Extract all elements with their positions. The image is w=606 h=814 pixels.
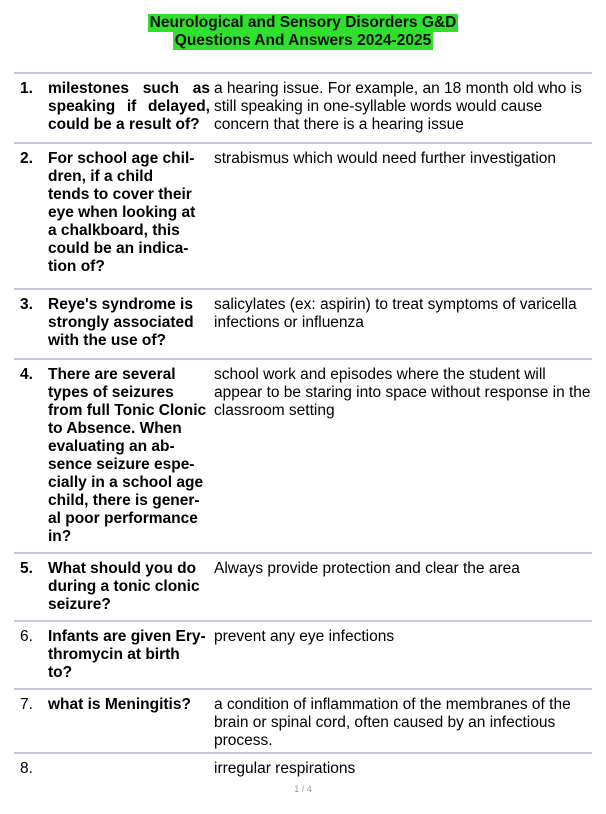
question-text: Infants are given Ery- thromycin at birth to? (48, 628, 206, 681)
question-text: What should you do during a tonic clonic seizure? (48, 560, 200, 613)
page-number: 1 / 4 (294, 784, 312, 794)
answer-text: a condition of inflammation of the membranes of the brain or spinal cord, often caused by an infectious process. (214, 696, 571, 749)
qa-list (14, 72, 592, 782)
qa-row (14, 288, 592, 358)
qa-row (14, 72, 592, 142)
qa-row (14, 620, 592, 688)
item-number: 8. (20, 760, 33, 777)
item-number: 2. (20, 150, 33, 167)
question-text: milestones such as speaking if delayed, could be a result of? (48, 80, 210, 133)
answer-text: salicylates (ex: aspirin) to treat symptoms of varicella infections or influenza (214, 296, 577, 331)
item-number: 5. (20, 560, 33, 577)
qa-row (14, 358, 592, 552)
question-text: what is Meningitis? (48, 696, 191, 713)
question-text: Reye's syndrome is strongly associated with the use of? (48, 296, 194, 349)
answer-text: a hearing issue. For example, an 18 month old who is still speaking in one-syllable words would cause concern that there is a hearing issue (214, 80, 582, 133)
qa-row (14, 688, 592, 752)
question-text: There are several types of seizures from full Tonic Clonic to Absence. When evaluating an ab- sence seizure espe- cially in a school age child, there is gener- al poor performance in? (48, 366, 207, 545)
item-number: 6. (20, 628, 33, 645)
title-line-2: Questions And Answers 2024-2025 (174, 32, 432, 49)
item-number: 4. (20, 366, 33, 383)
question-text: For school age chil- dren, if a child tends to cover their eye when looking at a chalkboard, this could be an indica- tion of? (48, 150, 196, 275)
answer-text: irregular respirations (214, 760, 356, 777)
qa-row (14, 752, 592, 782)
question-text (48, 760, 210, 782)
item-number: 3. (20, 296, 33, 313)
title-line-1: Neurological and Sensory Disorders G&D (149, 14, 457, 31)
answer-text: Always provide protection and clear the area (214, 560, 520, 577)
document-title (0, 14, 606, 50)
answer-text: school work and episodes where the student will appear to be staring into space without response in the classroom setting (214, 366, 591, 419)
answer-text: prevent any eye infections (214, 628, 395, 645)
item-number: 7. (20, 696, 33, 713)
qa-row (14, 142, 592, 288)
item-number: 1. (20, 80, 33, 97)
answer-text: strabismus which would need further investigation (214, 150, 557, 167)
qa-row (14, 552, 592, 620)
